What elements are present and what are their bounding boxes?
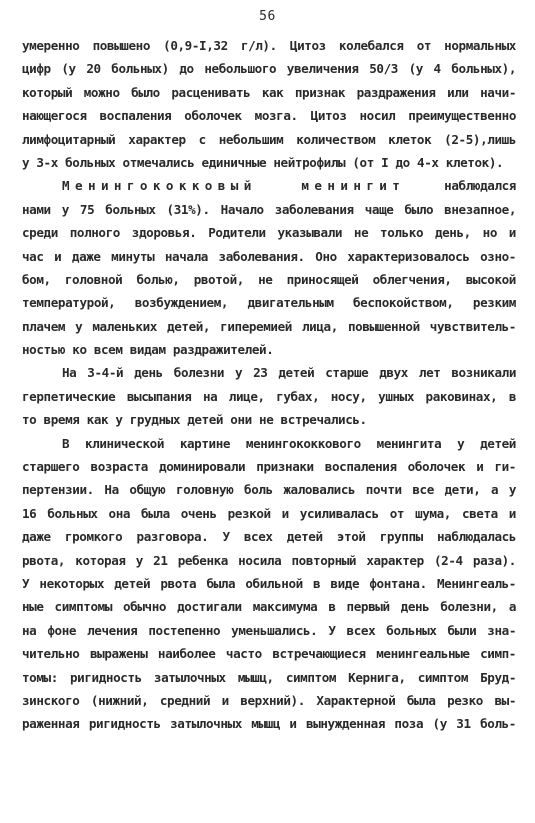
- text-line: цифр (у 20 больных) до небольшого увеличения 50/3 (у 4 больных),: [22, 61, 516, 77]
- line-text-rest: наблюдался: [405, 178, 516, 194]
- text-line: томы: ригидность затылочных мышц, симптом Кернига, симптом Бруд-: [22, 669, 516, 685]
- text-line: чительно выражены наиболее часто встречающиеся менингеальные симп-: [22, 646, 516, 662]
- text-line: У некоторых детей рвота была обильной в виде фонтана. Менингеаль-: [22, 575, 516, 591]
- page-number: 56: [259, 9, 276, 24]
- text-line: час и даже минуты начала заболевания. Оно характеризовалось озно-: [22, 248, 516, 264]
- text-line: ные симптомы обычно достигали максимума в первый день болезни, а: [22, 599, 516, 615]
- text-line: В клинической картине менингококкового менингита у детей: [62, 435, 516, 451]
- text-line: зинского (нижний, средний и верхний). Характерной была резко вы-: [22, 692, 516, 708]
- spaced-heading-text: Менингококковый менингит: [62, 178, 406, 194]
- text-line: герпетические высыпания на лице, губах, носу, ушных раковинах, в: [22, 388, 516, 404]
- text-line: На 3-4-й день болезни у 23 детей старше двух лет возникали: [62, 365, 516, 381]
- body-text: [22, 34, 516, 736]
- text-line: старшего возраста доминировали признаки воспаления оболочек и ги-: [22, 459, 516, 475]
- text-line: 16 больных она была очень резкой и усиливалась от шума, света и: [22, 505, 516, 521]
- text-line: нающегося воспаления оболочек мозга. Цитоз носил преимущественно: [22, 108, 516, 124]
- text-line: среди полного здоровья. Родители указывали не только день, но и: [22, 225, 516, 241]
- text-line: лимфоцитарный характер с небольшим количеством клеток (2-5),лишь: [22, 131, 516, 147]
- text-line: рвота, которая у 21 ребенка носила повторный характер (2-4 раза).: [22, 552, 516, 568]
- text-line: у 3-х больных отмечались единичные нейтрофилы (от I до 4-х клеток).: [22, 154, 504, 170]
- text-line: то время как у грудных детей они не встречались.: [22, 412, 367, 428]
- text-line: умеренно повышено (0,9-I,32 г/л). Цитоз колебался от нормальных: [22, 38, 516, 53]
- text-line: плачем у маленьких детей, гиперемией лица, повышенной чувствитель-: [22, 318, 516, 334]
- text-line: [22, 174, 516, 197]
- text-line: на фоне лечения постепенно уменьшались. У всех больных были зна-: [22, 622, 516, 638]
- text-line: температурой, возбуждением, двигательным беспокойством, резким: [22, 295, 516, 311]
- text-line: даже громкого разговора. У всех детей этой группы наблюдалась: [22, 529, 516, 545]
- text-line: пертензии. На общую головную боль жаловались почти все дети, а у: [22, 482, 516, 498]
- text-line: который можно было расценивать как признак раздражения или начи-: [22, 84, 516, 100]
- text-line: нами у 75 больных (31%). Начало заболевания чаще было внезапное,: [22, 201, 516, 217]
- text-line: раженная ригидность затылочных мышц и вынужденная поза (у 31 боль-: [22, 716, 516, 732]
- text-line: ностью ко всем видам раздражителей.: [22, 342, 274, 358]
- text-line: бом, головной болью, рвотой, не приносящей облегчения, высокой: [22, 271, 516, 287]
